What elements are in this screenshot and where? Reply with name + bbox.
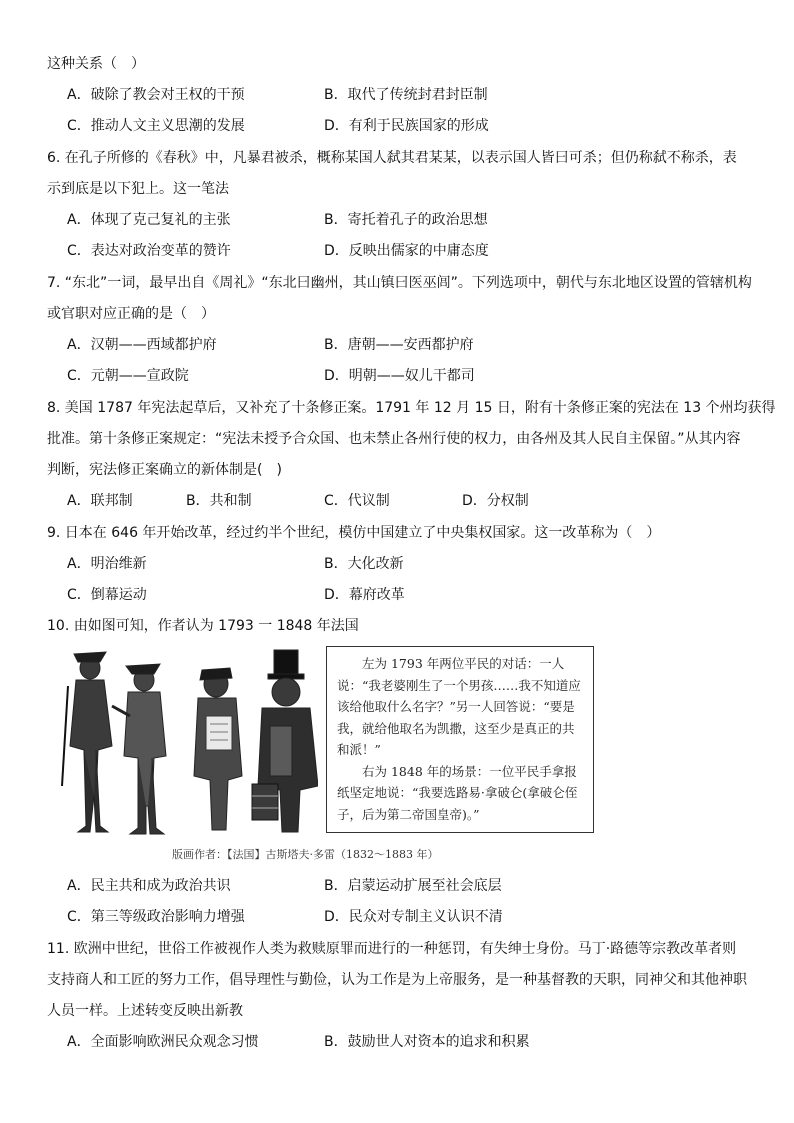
q8-option-b[interactable]: B．共和制 bbox=[186, 493, 252, 509]
q10-option-c[interactable]: C．第三等级政治影响力增强 bbox=[67, 909, 245, 925]
q7-option-d[interactable]: D．明朝——奴儿干都司 bbox=[324, 368, 475, 384]
q8-option-c[interactable]: C．代议制 bbox=[324, 493, 390, 509]
figure-caption: 版画作者：【法国】古斯塔夫·多雷（1832～1883 年） bbox=[172, 848, 439, 861]
figure-text-box bbox=[326, 646, 594, 833]
question-9-stem: 9. 日本在 646 年开始改革，经过约半个世纪，模仿中国建立了中央集权国家。这一改革称为（ ） bbox=[47, 525, 661, 541]
q5-option-a[interactable]: A．破除了教会对王权的干预 bbox=[67, 87, 245, 103]
figure-text-1793: 左为 1793 年两位平民的对话：一人说：“我老婆刚生了一个男孩……我不知道应该给他取什么名字？”另一人回答说：“要是我，就给他取名为凯撒，这至少是真正的共和派！” bbox=[337, 656, 581, 757]
q9-option-d[interactable]: D．幕府改革 bbox=[324, 587, 405, 603]
q11-option-b[interactable]: B．鼓励世人对资本的追求和积累 bbox=[324, 1034, 530, 1050]
q9-option-a[interactable]: A．明治维新 bbox=[67, 556, 147, 572]
q10-option-d[interactable]: D．民众对专制主义认识不清 bbox=[324, 909, 503, 925]
question-11-stem-2: 支持商人和工匠的努力工作，倡导理性与勤俭，认为工作是为上帝服务，是一种基督教的天职，同神父和其他神职 bbox=[47, 972, 747, 988]
question-6-stem-2: 示到底是以下犯上。这一笔法 bbox=[47, 181, 229, 197]
question-8-stem-3: 判断，宪法修正案确立的新体制是( ) bbox=[47, 462, 282, 478]
q8-option-d[interactable]: D．分权制 bbox=[462, 493, 529, 509]
q7-option-a[interactable]: A．汉朝——西域都护府 bbox=[67, 337, 217, 353]
question-7-stem-2: 或官职对应正确的是（ ） bbox=[47, 306, 215, 322]
q5-option-b[interactable]: B．取代了传统封君封臣制 bbox=[324, 87, 488, 103]
q6-option-a[interactable]: A．体现了克己复礼的主张 bbox=[67, 212, 231, 228]
question-11-stem-3: 人员一样。上述转变反映出新教 bbox=[47, 1003, 243, 1019]
q10-option-b[interactable]: B．启蒙运动扩展至社会底层 bbox=[324, 878, 502, 894]
q10-option-a[interactable]: A．民主共和成为政治共识 bbox=[67, 878, 231, 894]
q6-option-c[interactable]: C．表达对政治变革的赞许 bbox=[67, 243, 231, 259]
q5-option-d[interactable]: D．有利于民族国家的形成 bbox=[324, 118, 489, 134]
q7-option-b[interactable]: B．唐朝——安西都护府 bbox=[324, 337, 474, 353]
q8-option-a[interactable]: A．联邦制 bbox=[67, 493, 133, 509]
q9-option-b[interactable]: B．大化改新 bbox=[324, 556, 404, 572]
question-6-stem-1: 6. 在孔子所修的《春秋》中，凡暴君被杀，概称某国人弑其君某某，以表示国人皆曰可杀；但仍称弑不称杀，表 bbox=[47, 150, 737, 166]
q5-option-c[interactable]: C．推动人文主义思潮的发展 bbox=[67, 118, 245, 134]
figure-text-1848: 右为 1848 年的场景：一位平民手拿报纸坚定地说：“我要选路易·拿破仑(拿破仑侄子，后为第二帝国皇帝)。” bbox=[337, 763, 578, 822]
q6-option-b[interactable]: B．寄托着孔子的政治思想 bbox=[324, 212, 488, 228]
engraving-illustration bbox=[56, 646, 318, 840]
question-8-stem-1: 8. 美国 1787 年宪法起草后，又补充了十条修正案。1791 年 12 月 15 日，附有十条修正案的宪法在 13 个州均获得 bbox=[47, 400, 776, 416]
question-10-stem: 10. 由如图可知，作者认为 1793 一 1848 年法国 bbox=[47, 618, 359, 634]
q11-option-a[interactable]: A．全面影响欧洲民众观念习惯 bbox=[67, 1034, 259, 1050]
q9-option-c[interactable]: C．倒幕运动 bbox=[67, 587, 147, 603]
q6-option-d[interactable]: D．反映出儒家的中庸态度 bbox=[324, 243, 489, 259]
q7-option-c[interactable]: C．元朝——宣政院 bbox=[67, 368, 189, 384]
question-11-stem-1: 11. 欧洲中世纪，世俗工作被视作人类为救赎原罪而进行的一种惩罚，有失绅士身份。马丁·路德等宗教改革者则 bbox=[47, 941, 737, 957]
question-8-stem-2: 批准。第十条修正案规定：“宪法未授予合众国、也未禁止各州行使的权力，由各州及其人民自主保留。”从其内容 bbox=[47, 431, 741, 447]
question-7-stem-1: 7. “东北”一词，最早出自《周礼》“东北曰幽州，其山镇曰医巫闾”。下列选项中，朝代与东北地区设置的管辖机构 bbox=[47, 275, 752, 291]
question-5-tail: 这种关系（ ） bbox=[47, 56, 145, 72]
